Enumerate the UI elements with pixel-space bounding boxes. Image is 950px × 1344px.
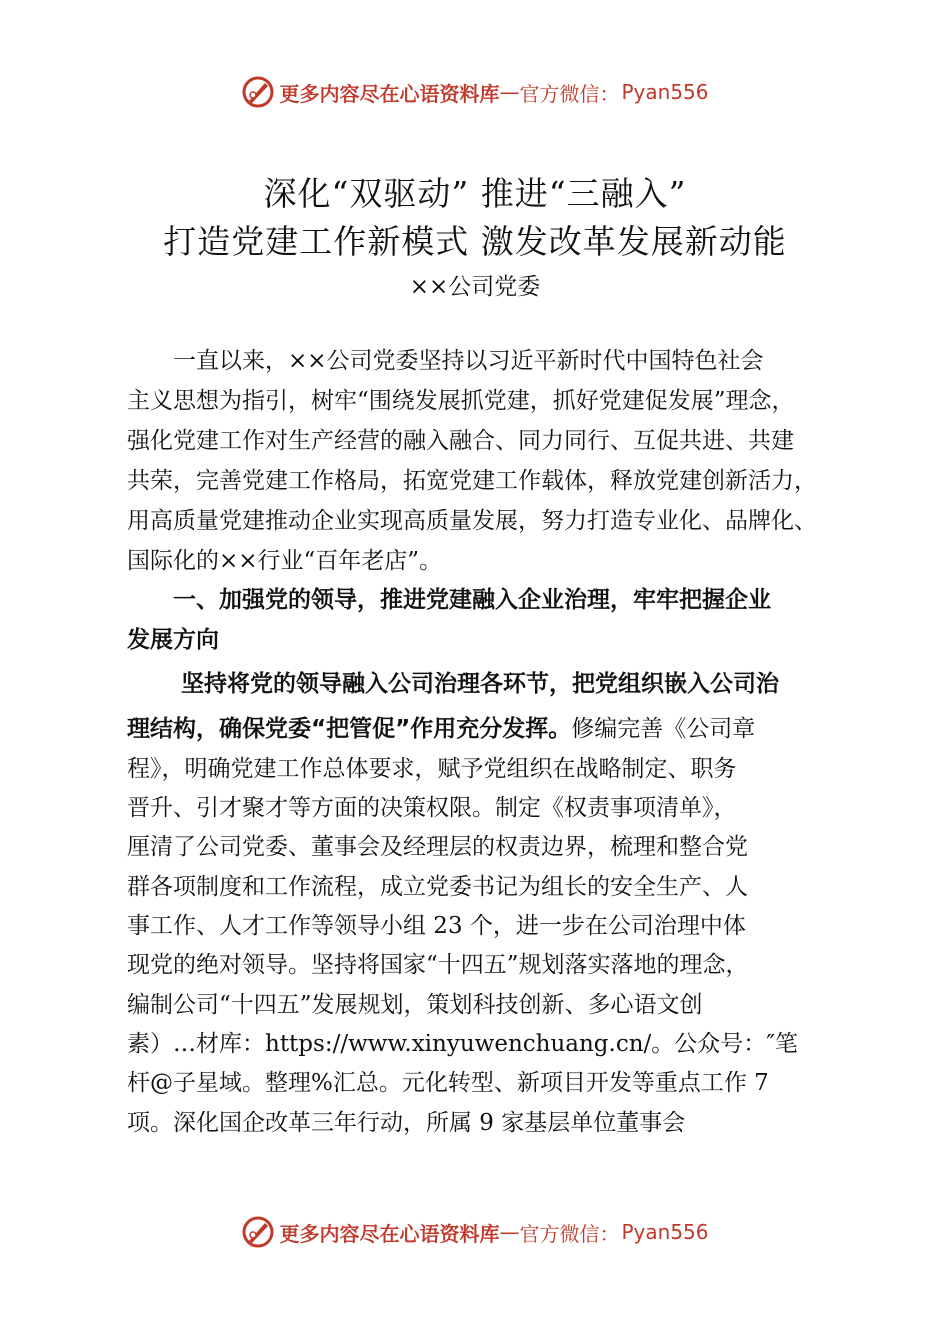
paragraph-2-text: 修编完善《公司章 bbox=[571, 716, 756, 742]
document-title-line-1: 深化“双驱动” 推进“三融入” bbox=[263, 174, 687, 213]
paragraph-2-line: 现党的绝对领导。坚持将国家“十四五”规划落实落地的理念， bbox=[127, 952, 749, 978]
paragraph-2-line: 程》，明确党建工作总体要求，赋予党组织在战略制定、职务 bbox=[127, 756, 737, 782]
paragraph-1-line: 国际化的××行业“百年老店”。 bbox=[127, 548, 443, 574]
section-heading-1: 发展方向 bbox=[127, 627, 219, 653]
banner-official-label: 官方微信： bbox=[519, 81, 620, 106]
quill-logo-icon bbox=[241, 1215, 275, 1249]
paragraph-1-line: 强化党建工作对生产经营的融入融合、同力同行、互促共进、共建 bbox=[127, 428, 794, 454]
paragraph-2-line bbox=[127, 714, 755, 744]
header-banner bbox=[0, 72, 950, 112]
banner-main-text: 更多内容尽在心语资料库 bbox=[279, 81, 500, 106]
section-heading-1: 一、加强党的领导，推进党建融入企业治理，牢牢把握企业 bbox=[127, 587, 771, 613]
paragraph-1-line: 一直以来，××公司党委坚持以习近平新时代中国特色社会 bbox=[127, 348, 764, 374]
document-author: ××公司党委 bbox=[409, 274, 541, 300]
footer-banner bbox=[0, 1212, 950, 1252]
banner-official-label: 官方微信： bbox=[519, 1221, 620, 1246]
banner-wechat-id: Pyan556 bbox=[621, 1220, 709, 1244]
paragraph-2-line: 项。深化国企改革三年行动，所属 9 家基层单位董事会 bbox=[127, 1110, 686, 1136]
paragraph-2-line: 素）…材库：https://www.xinyuwenchuang.cn/。公众号：″笔 bbox=[127, 1031, 798, 1057]
paragraph-2-line: 事工作、人才工作等领导小组 23 个，进一步在公司治理中体 bbox=[127, 913, 746, 939]
quill-logo-icon bbox=[241, 75, 275, 109]
banner-dash: — bbox=[499, 80, 520, 104]
paragraph-1-line: 用高质量党建推动企业实现高质量发展，努力打造专业化、品牌化、 bbox=[127, 508, 817, 534]
paragraph-2-lead-end: 理结构，确保党委“把管促”作用充分发挥。 bbox=[127, 716, 572, 742]
banner-main-text: 更多内容尽在心语资料库 bbox=[279, 1221, 500, 1246]
paragraph-2-line: 厘清了公司党委、董事会及经理层的权责边界，梳理和整合党 bbox=[127, 834, 748, 860]
banner-wechat-id: Pyan556 bbox=[621, 80, 709, 104]
banner-dash: — bbox=[499, 1220, 520, 1244]
paragraph-2-line: 杆@子星域。整理%汇总。元化转型、新项目开发等重点工作 7 bbox=[127, 1070, 769, 1096]
paragraph-2-line: 晋升、引才聚才等方面的决策权限。制定《权责事项清单》， bbox=[127, 795, 737, 821]
paragraph-1-line: 共荣，完善党建工作格局，拓宽党建工作载体，释放党建创新活力， bbox=[127, 468, 817, 494]
paragraph-2-lead: 坚持将党的领导融入公司治理各环节，把党组织嵌入公司治 bbox=[127, 671, 780, 697]
paragraph-2-line: 群各项制度和工作流程，成立党委书记为组长的安全生产、人 bbox=[127, 874, 748, 900]
paragraph-2-line: 编制公司“十四五”发展规划，策划科技创新、多心语文创 bbox=[127, 992, 703, 1018]
paragraph-1-line: 主义思想为指引，树牢“围绕发展抓党建，抓好党建促发展”理念， bbox=[127, 388, 795, 414]
document-title-line-2: 打造党建工作新模式 激发改革发展新动能 bbox=[163, 222, 787, 261]
